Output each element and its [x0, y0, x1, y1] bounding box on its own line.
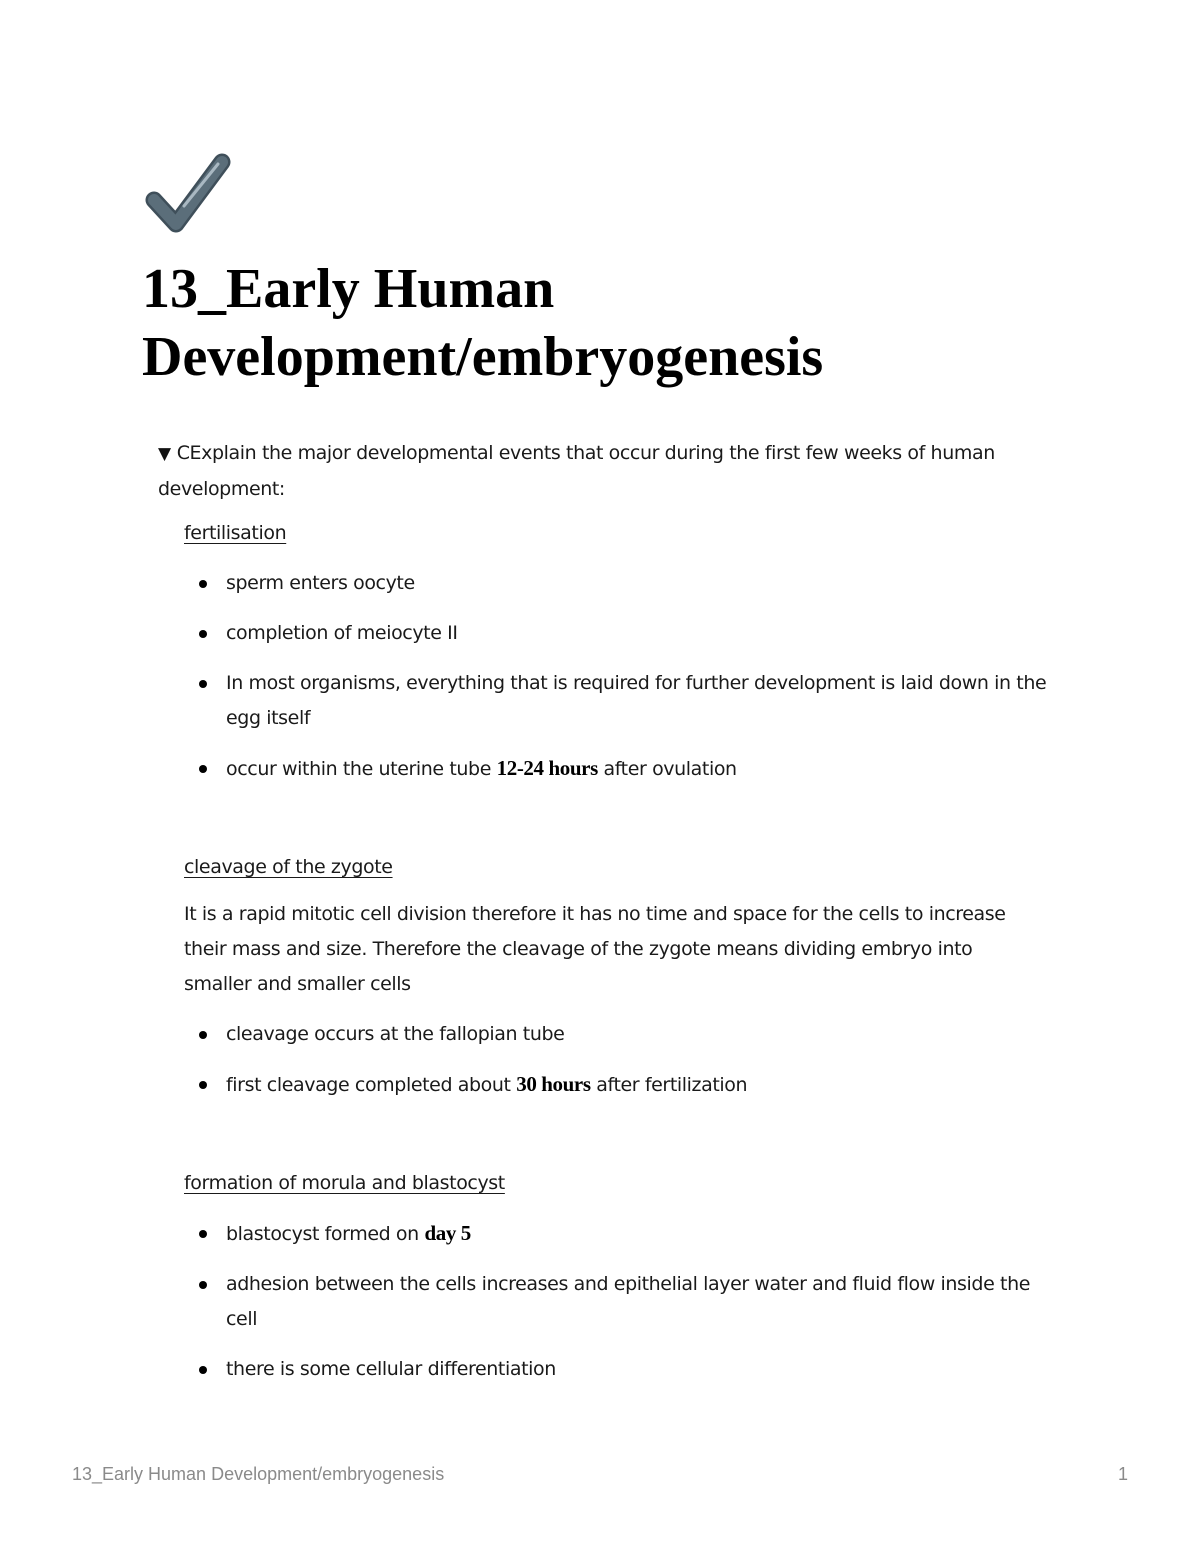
bullet-list-fertilisation	[184, 566, 1064, 787]
bullet-dot-icon	[199, 1031, 207, 1039]
toggle-content	[184, 516, 1064, 1387]
bullet-dot-icon	[199, 1081, 207, 1089]
toggle-text: CExplain the major developmental events that occur during the first few weeks of human development:	[158, 442, 995, 500]
bullet-dot-icon	[199, 1230, 207, 1238]
bullet-dot-icon	[199, 1366, 207, 1374]
list-item: there is some cellular differentiation	[184, 1352, 1066, 1387]
heavy-check-mark-icon	[140, 150, 232, 242]
footer-page-number: 1	[1118, 1464, 1129, 1484]
list-item: In most organisms, everything that is required for further development is laid down in the egg itself	[184, 666, 1066, 736]
section-heading-morula: formation of morula and blastocyst	[184, 1172, 505, 1194]
section-heading-fertilisation: fertilisation	[184, 522, 287, 544]
bold-text: 30 hours	[516, 1072, 591, 1096]
list-item: adhesion between the cells increases and epithelial layer water and fluid flow inside the cell	[184, 1267, 1066, 1337]
bold-text: day 5	[424, 1221, 471, 1245]
list-item: blastocyst formed on day 5	[184, 1216, 1066, 1252]
toggle-triangle-icon[interactable]: ▼	[158, 444, 171, 464]
page-title: 13_Early Human Development/embryogenesis	[142, 258, 824, 388]
list-item: completion of meiocyte II	[184, 616, 1066, 651]
bullet-dot-icon	[199, 680, 207, 688]
bold-text: 12-24 hours	[496, 756, 598, 780]
bullet-dot-icon	[199, 630, 207, 638]
bullet-list-cleavage	[184, 1017, 1064, 1103]
bullet-list-morula	[184, 1216, 1064, 1387]
list-item: occur within the uterine tube 12-24 hours after ovulation	[184, 751, 1066, 787]
paragraph-cleavage: It is a rapid mitotic cell division therefore it has no time and space for the cells to increase their mass and size. Therefore the cleavage of the zygote means dividing embryo into smaller and smaller cells	[184, 903, 1006, 995]
list-item: sperm enters oocyte	[184, 566, 1066, 601]
footer-document-title: 13_Early Human Development/embryogenesis	[72, 1464, 445, 1484]
section-heading-cleavage: cleavage of the zygote	[184, 856, 393, 878]
list-item: cleavage occurs at the fallopian tube	[184, 1017, 1066, 1052]
list-item: first cleavage completed about 30 hours after fertilization	[184, 1067, 1066, 1103]
bullet-dot-icon	[199, 765, 207, 773]
bullet-dot-icon	[199, 580, 207, 588]
bullet-dot-icon	[199, 1281, 207, 1289]
toggle-block[interactable]	[158, 436, 1038, 507]
